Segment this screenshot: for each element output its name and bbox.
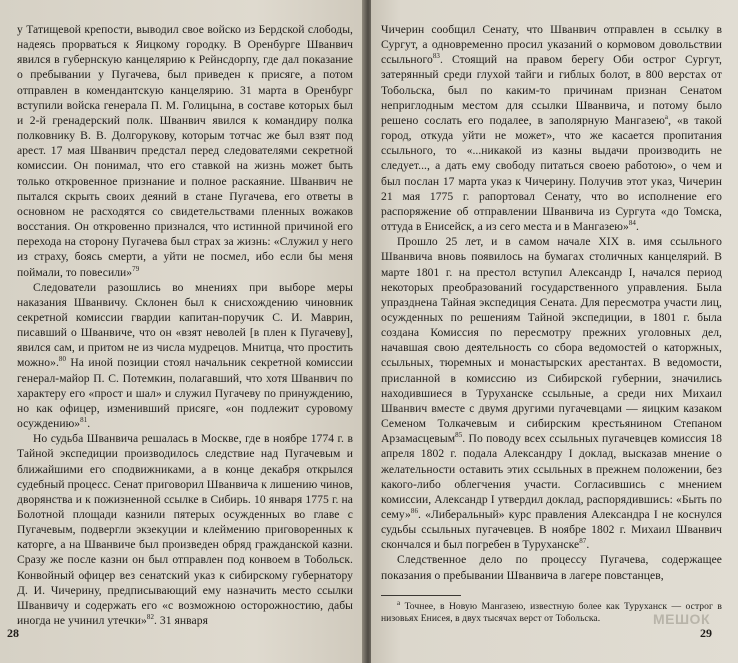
left-page-body — [17, 22, 353, 628]
footnote-ref: a — [664, 113, 669, 122]
footnote-ref: 79 — [132, 264, 140, 273]
right-page-body — [381, 22, 722, 625]
footnote-ref: 87 — [579, 537, 587, 546]
footnote: $^а$ Точнее, в Новую Мангазею, известную более как Туруханск — острог в низовьях Енисея, в двух тысячах верст от Тобольска. — [381, 598, 722, 624]
footnote-ref: 81 — [80, 416, 88, 425]
footnote-ref: 85 — [455, 431, 463, 440]
watermark: МЕШОК — [652, 611, 710, 627]
left-page — [0, 0, 365, 663]
footnote-ref: 84 — [628, 219, 636, 228]
footnote-ref: 86 — [410, 507, 419, 516]
footnote-ref: 83 — [432, 52, 440, 61]
footnote-mark: а — [397, 598, 401, 607]
page-number: 29 — [700, 626, 712, 640]
paragraph: Прошло 25 лет, и в самом начале XIX в. имя ссыльного Шванвича вновь появилось на бумагах столичных канцелярий. В марте 1801 г. на престол вступил Александр I, начался период некоторых преобразований государственного управления. Была упразднена Тайная экспедиция Сената. Для пересмотра участи лиц, осужденных по решениям Тайной экспедиции, в 1801 г. была создана Комиссия по пересмотру прежних уголовных дел, начавшая свою деятельность со сбора ведомостей о каторжных, ссыльных, тюремных и монастырских арестантах. В ведомости, присланной в комиссию из Сибирской губернии, значились находившиеся в Туруханске ссыльные, а среди них Михаил Шванвич вместе с двумя другими пугачевцами — яицким казаком Семеном Толкачевым и сибирским крестьянином Степаном Арзамасцевым$^{85}$. По поводу всех ссыльных пугачевцев комиссия 18 апреля 1802 г. подала Александру I доклад, высказав мнение о желательности оставить этих ссыльных в прежнем положении, без какого-либо облегчения участи. Согласившись с мнением комиссии, Александр I утвердил доклад, распорядившись: «Быть по сему»$^{86}$. «Либеральный» курс правления Александра I не коснулся судьбы ссыльных пугачевцев. В ноябре 1802 г. Михаил Шванвич скончался и был погребен в Туруханске$^{87}$. — [381, 235, 722, 552]
paragraph: Но судьба Шванвича решалась в Москве, где в ноябре 1774 г. в Тайной экспедиции производилось следствие над Пугачевым и ближайшими его сподвижниками, а в конце декабря открылся судебный процесс. Сенат приговорил Шванвича к лишению чинов, дворянства и к пожизненной ссылке в Сибирь. 10 января 1775 г. на Болотной площади казнили пятерых осужденных во главе с Пугачевым, подвергли экзекуции и клеймению приговоренных к каторге, а на Шванвиче был произведен обряд гражданской казни. Сразу же после казни он был отправлен под конвоем в Тобольск. Конвойный офицер вез сенатский указ к сибирскому губернатору Д. И. Чичерину, предписывающий ему назначить место ссылки Шванвичу и содержать его «с возможною осторожностию, дабы иногда не учинил утечки»$^{82}$. 31 января — [17, 432, 353, 628]
paragraph: Следователи разошлись во мнениях при выборе меры наказания Шванвичу. Склонен был к снисхождению чиновник секретной комиссии гвардии капитан-поручик С. И. Маврин, писавший о Шванвиче, что он «взят неволей [в плен к Пугачеву], явился сам, и притом не из числа мудрецов. Мнитца, что простить можно».$^{80}$ На иной позиции стоял начальник секретной комиссии генерал-майор П. С. Потемкин, полагавший, что хотя Шванвич по характеру его «прост и шал» и служил Пугачеву по принуждению, но как офицер, изменивший присяге, «он подлежит суровому осуждению»$^{81}$. — [17, 280, 353, 431]
footnote-divider — [381, 595, 461, 596]
paragraph: Следственное дело по процессу Пугачева, содержащее показания о пребывании Шванвича в лагере повстанцев, — [381, 553, 722, 582]
footnote-ref: 80 — [58, 355, 67, 364]
paragraph: у Татищевой крепости, выводил свое войско из Бердской слободы, надеясь прорваться к Яицкому городку. В Оренбурге Шванвич явился в губернскую канцелярию к Рейнсдорпу, где дал показание о пребывании у Пугачева, был приведен к присяге, а потом отправлен в комендантскую канцелярию. 31 марта в Оренбург вступили войска генерала П. М. Голицына, в составе которых был и 2-й гренадерский полк. Шванвич явился к командиру полка полковнику В. В. Долгорукову, которым тотчас же был взят под арест. 17 мая Шванвич предстал перед следователями секретной комиссии. Он понимал, что его ставкой на жизнь может быть только откровенное признание и полное раскаяние. Шванвич не пытался скрыть своих деяний в стане Пугачева, его ответы в основном не расходятся со свидетельствами пленных вожаков восстания. Он откровенно признался, что истинной причиной его перехода на сторону Пугачева был страх за жизнь: «Служил у него из страху, боясь смерти, а уйти не посмел, ибо если бы меня поймали, то повесили»$^{79}$ — [17, 23, 353, 279]
paragraph: Чичерин сообщил Сенату, что Шванвич отправлен в ссылку в Сургут, а одновременно просил указаний о кормовом довольствии ссыльного$^{83}$. Стоящий на правом берегу Оби острог Сургут, затерянный среди глухой тайги и гиблых болот, в 800 верстах от Тобольска, был по каким-то причинам признан Сенатом неприглодным местом для ссылки Шванвича, и потому было решено сослать его подалее, в заполярную Мангазею$^a$, «в такой город, откуда уйти не может», что же касается пропитания ссыльного, то «...никакой из казны выдачи производить не следует..., а дать ему свободу питаться своею работою», о чем и был послан 17 марта указ к Чичерину. Получив этот указ, Чичерин 21 мая 1775 г. рапортовал Сенату, что во исполнение его распоряжение об отправлении Шванвича из Сургута «до Томска, оттуда в Енисейск, а из сего места и в Мангазею»$^{84}$. — [381, 23, 722, 234]
right-page — [371, 0, 738, 663]
footnote-ref: 82 — [146, 613, 154, 622]
page-number: 28 — [7, 626, 19, 640]
